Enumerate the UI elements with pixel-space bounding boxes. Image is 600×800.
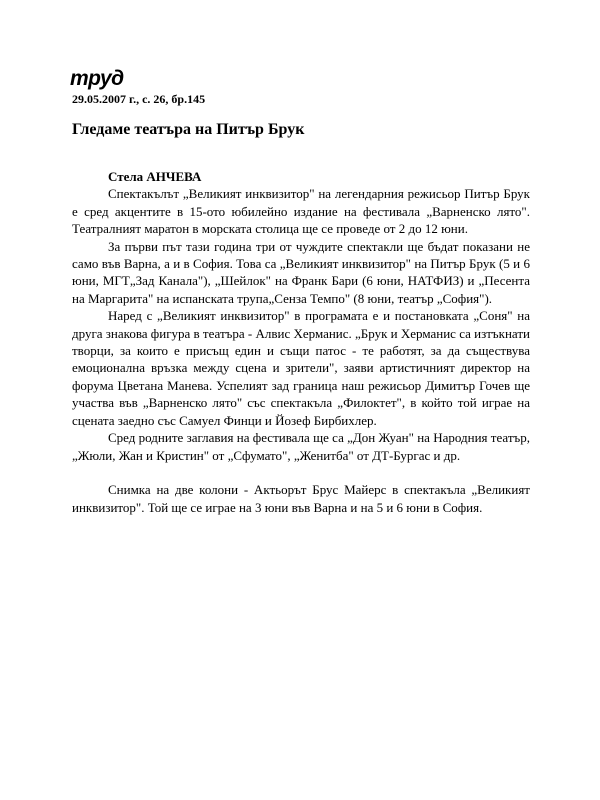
article-paragraph: Наред с „Великият инквизитор" в програмата е и постановката „Соня" на друга знакова фигура в театъра - Алвис Херманис. „Брук и Херманис са изтъкнати творци, за които е присъщ един и същи патос - те работят, за да съществува емоционална връзка между сцена и зрители", заяви артистичният директор на форума Цветана Манева. Успелият зад граница наш режисьор Димитър Гочев ще участва във „Варненско лято" със спектакъла „Филоктет", в който той играе на сцената заедно със Самуел Финци и Йозеф Бирбихлер. [72, 308, 530, 428]
article-paragraph: За първи път тази година три от чуждите спектакли ще бъдат показани не само във Варна, а и в София. Това са „Великият инквизитор" на Питър Брук (5 и 6 юни, МГТ„Зад Канала"), „Шейлок" на Франк Бари (6 юни, НАТФИЗ) и „Песента на Маргарита" на испанската трупа„Сенза Темпо" (8 юни, театър „София"). [72, 238, 530, 306]
article-paragraph: Сред родните заглавия на фестивала ще са „Дон Жуан" на Народния театър, „Жюли, Жан и Кристин" от „Сфумато", „Женитба" от ДТ-Бургас и др. [72, 430, 530, 463]
article-body [72, 168, 530, 516]
headline: Гледаме театъра на Питър Брук [72, 121, 305, 138]
author-name: Стела АНЧЕВА [108, 169, 202, 184]
newspaper-logo: труд [70, 67, 124, 90]
article-paragraph: Спектакълът „Великият инквизитор" на легендарния режисьор Питър Брук е сред акцентите в 15-ото юбилейно издание на фестивала „Варненско лято". Театралният маратон в морската столица ще се проведе от 2 до 12 юни. [72, 186, 530, 237]
source-line: 29.05.2007 г., с. 26, бр.145 [72, 92, 206, 106]
photo-caption: Снимка на две колони - Актьорът Брус Майерс в спектакъла „Великият инквизитор". Той ще се играе на 3 юни във Варна и на 5 и 6 юни в София. [72, 482, 530, 515]
